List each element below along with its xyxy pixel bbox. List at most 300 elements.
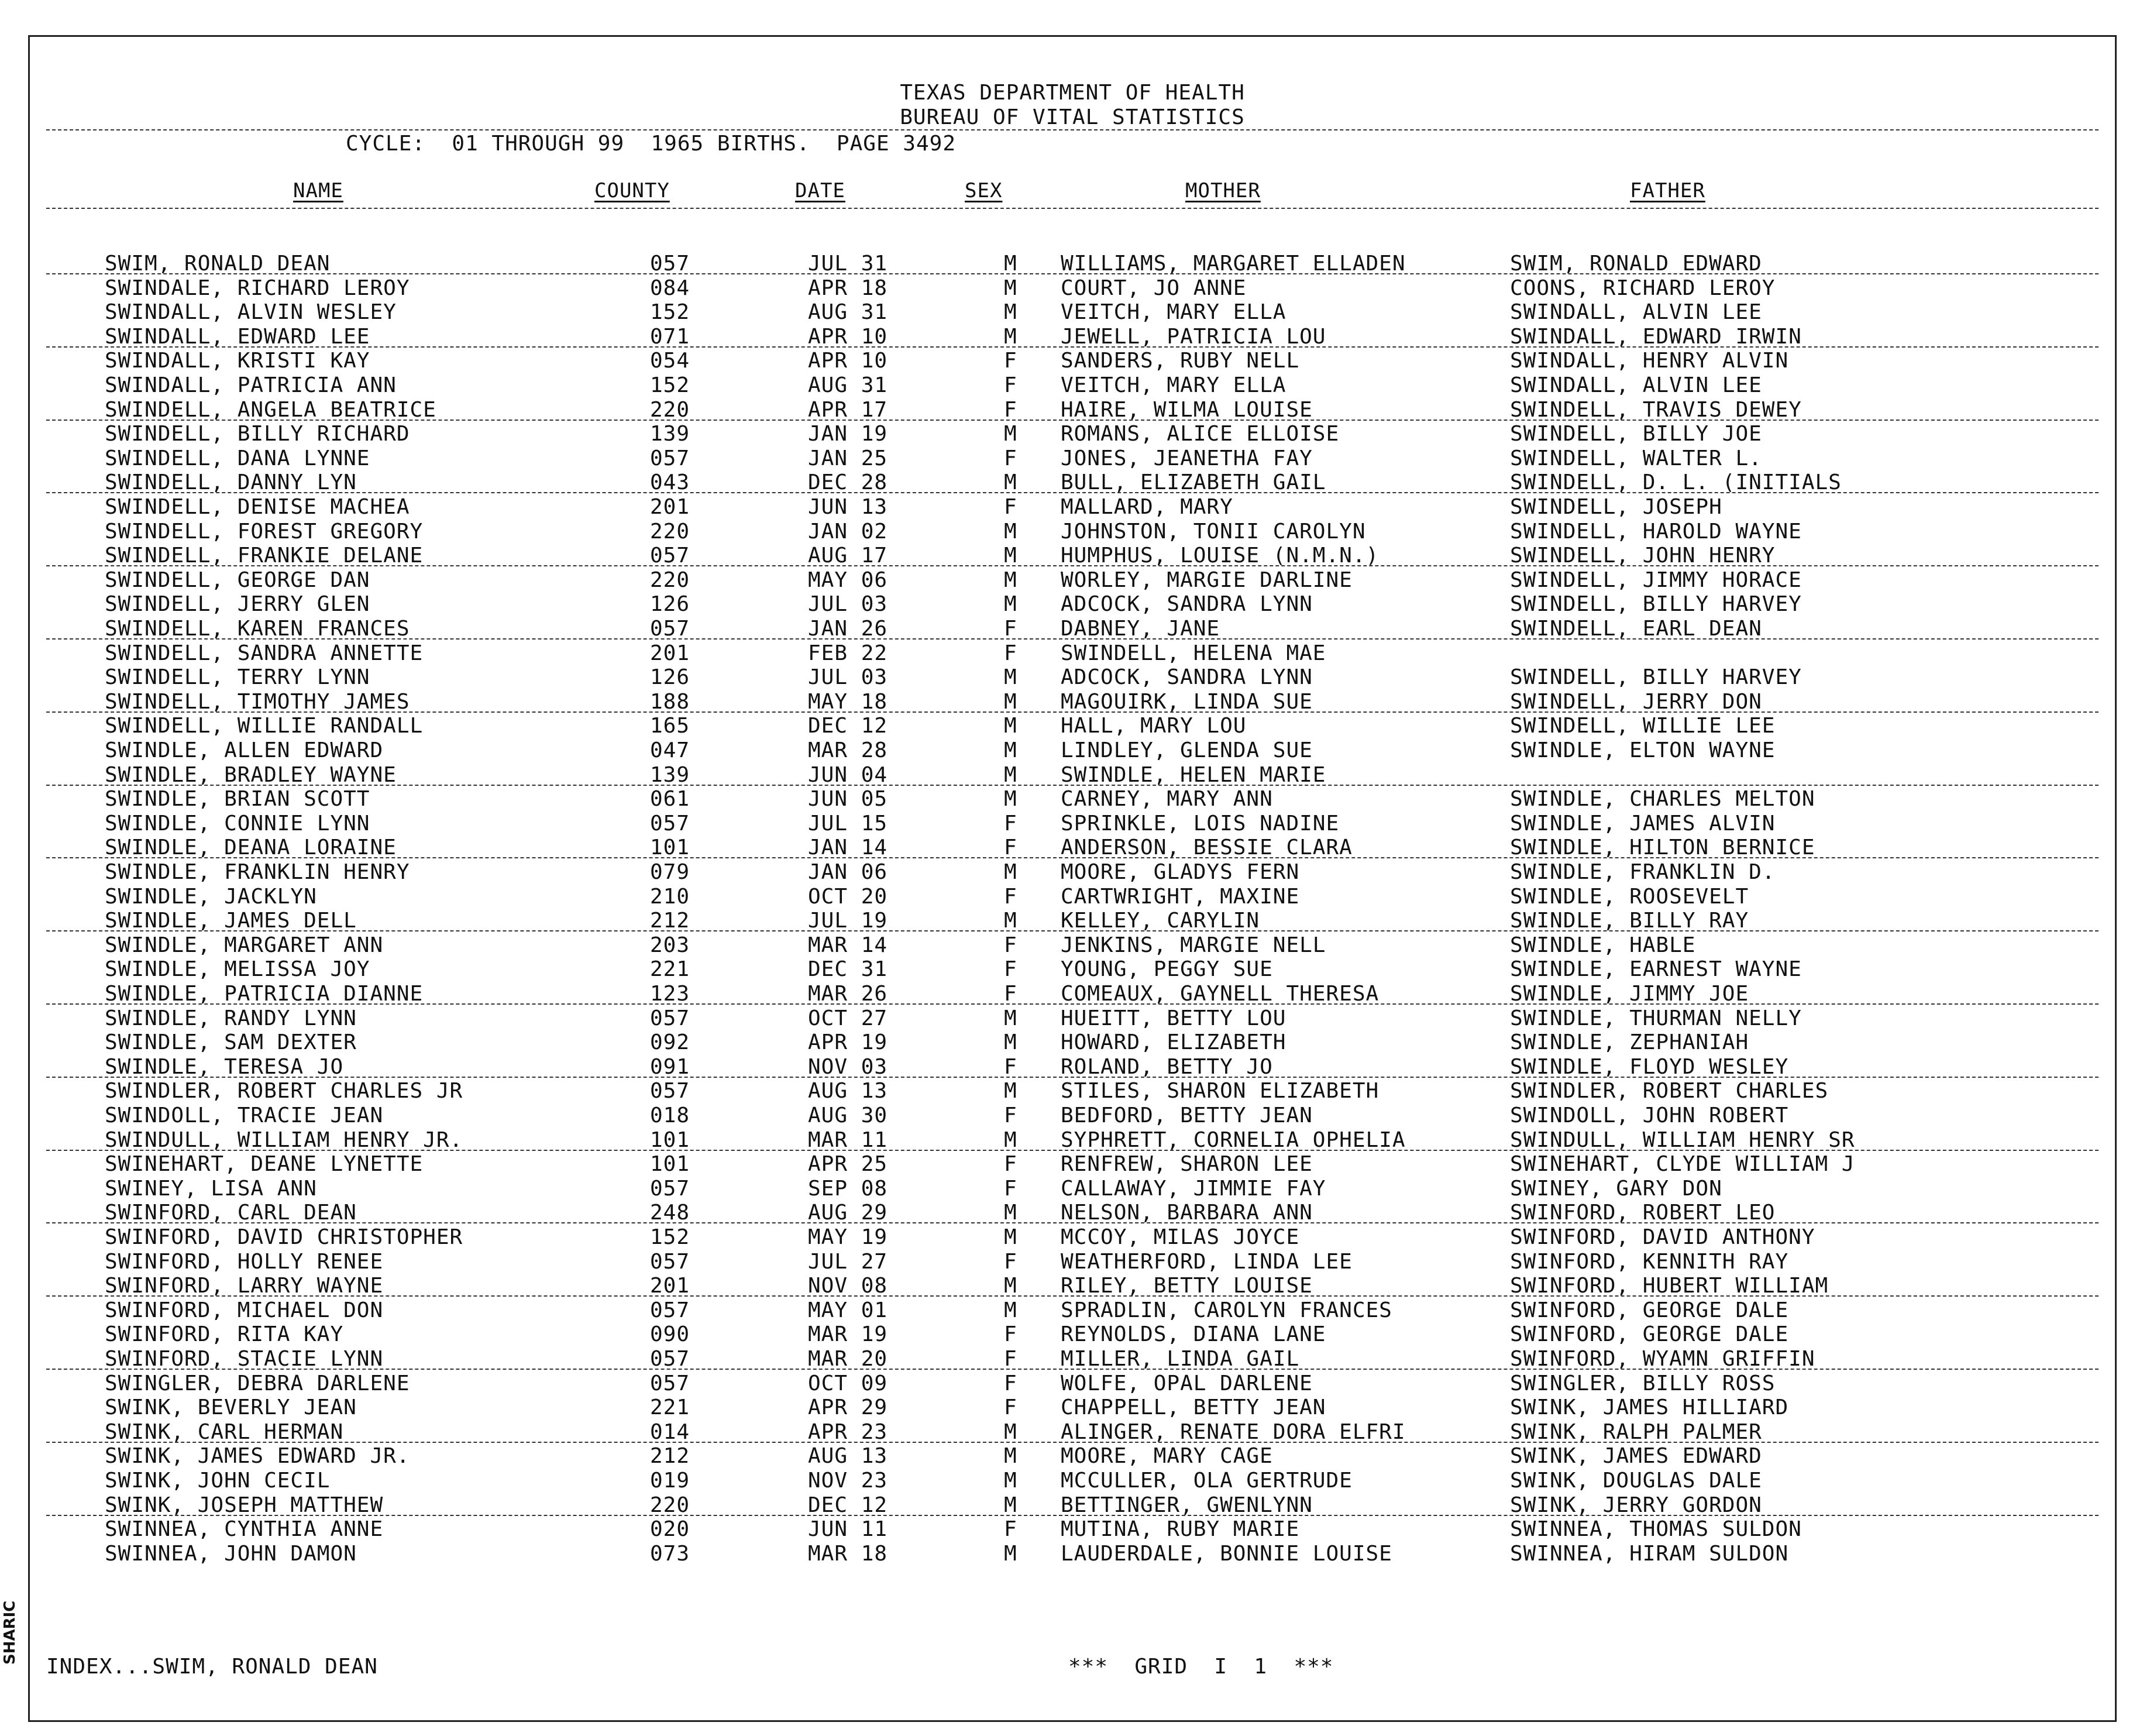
record-father: SWINDLE, FRANKLIN D.: [1510, 860, 1776, 884]
record-name: SWINDELL, TIMOTHY JAMES: [105, 689, 410, 714]
record-sex: F: [1004, 836, 1017, 860]
index-footer: INDEX...SWIM, RONALD DEAN: [46, 1655, 378, 1679]
record-name: SWINK, BEVERLY JEAN: [105, 1395, 357, 1420]
record-name: SWINNEA, JOHN DAMON: [105, 1541, 357, 1566]
table-row: [30, 1395, 2115, 1420]
record-name: SWINDLE, PATRICIA DIANNE: [105, 982, 424, 1006]
record-county: 126: [650, 592, 690, 617]
record-date: AUG 31: [808, 373, 888, 397]
record-sex: F: [1004, 884, 1017, 909]
record-mother: SYPHRETT, CORNELIA OPHELIA: [1061, 1127, 1406, 1152]
record-sex: F: [1004, 495, 1017, 519]
record-name: SWINDLE, JAMES DELL: [105, 909, 357, 933]
record-name: SWINDELL, ANGELA BEATRICE: [105, 397, 436, 422]
table-row: [30, 1055, 2115, 1080]
record-mother: REYNOLDS, DIANA LANE: [1061, 1322, 1326, 1347]
record-sex: M: [1004, 1030, 1017, 1055]
table-row: [30, 1420, 2115, 1445]
record-father: SWINFORD, GEORGE DALE: [1510, 1322, 1789, 1347]
record-date: MAY 19: [808, 1225, 888, 1249]
table-row: [30, 690, 2115, 714]
record-name: SWINDELL, WILLIE RANDALL: [105, 714, 424, 738]
record-father: SWINDELL, EARL DEAN: [1510, 617, 1762, 641]
record-county: 221: [650, 1395, 690, 1420]
record-father: SWINFORD, DAVID ANTHONY: [1510, 1225, 1815, 1249]
record-date: MAR 19: [808, 1322, 888, 1347]
record-sex: M: [1004, 860, 1017, 884]
record-name: SWINDLE, MELISSA JOY: [105, 957, 370, 982]
record-name: SWIM, RONALD DEAN: [105, 252, 331, 276]
record-father: SWINDLER, ROBERT CHARLES: [1510, 1079, 1829, 1104]
record-name: SWINDLE, RANDY LYNN: [105, 1006, 357, 1030]
table-row: [30, 495, 2115, 520]
record-mother: CALLAWAY, JIMMIE FAY: [1061, 1176, 1326, 1201]
record-sex: F: [1004, 1322, 1017, 1347]
record-sex: M: [1004, 1079, 1017, 1104]
table-row: [30, 520, 2115, 544]
record-sex: M: [1004, 519, 1017, 544]
record-mother: ADCOCK, SANDRA LYNN: [1061, 665, 1313, 690]
record-mother: ROMANS, ALICE ELLOISE: [1061, 422, 1340, 446]
record-county: 126: [650, 665, 690, 690]
record-date: JUL 03: [808, 592, 888, 617]
record-date: MAY 06: [808, 568, 888, 592]
record-father: SWINDLE, FLOYD WESLEY: [1510, 1054, 1789, 1079]
record-county: 057: [650, 1176, 690, 1201]
record-mother: JEWELL, PATRICIA LOU: [1061, 324, 1326, 349]
side-margin-label: SHARIC: [1, 1600, 19, 1665]
table-row: [30, 1104, 2115, 1128]
record-mother: MILLER, LINDA GAIL: [1061, 1347, 1300, 1371]
record-father: SWINDULL, WILLIAM HENRY SR: [1510, 1127, 1855, 1152]
record-mother: HUEITT, BETTY LOU: [1061, 1006, 1287, 1030]
record-name: SWINDALL, KRISTI KAY: [105, 349, 370, 373]
record-sex: M: [1004, 1274, 1017, 1298]
record-mother: HALL, MARY LOU: [1061, 714, 1247, 738]
record-date: MAR 18: [808, 1541, 888, 1566]
record-sex: M: [1004, 324, 1017, 349]
agency-title: TEXAS DEPARTMENT OF HEALTH: [900, 81, 1245, 105]
record-name: SWINDLE, BRIAN SCOTT: [105, 787, 370, 812]
table-row: [30, 1030, 2115, 1055]
table-row: [30, 422, 2115, 446]
record-name: SWINDLER, ROBERT CHARLES JR: [105, 1079, 463, 1104]
record-county: 101: [650, 1152, 690, 1177]
table-row: [30, 398, 2115, 422]
record-father: SWINDELL, JIMMY HORACE: [1510, 568, 1802, 592]
record-date: OCT 27: [808, 1006, 888, 1030]
record-father: SWINDELL, JOSEPH: [1510, 495, 1722, 519]
record-county: 220: [650, 568, 690, 592]
table-row: [30, 592, 2115, 617]
record-name: SWINDALE, RICHARD LEROY: [105, 276, 410, 300]
record-date: SEP 08: [808, 1176, 888, 1201]
record-mother: CARTWRIGHT, MAXINE: [1061, 884, 1300, 909]
record-date: JAN 26: [808, 617, 888, 641]
record-county: 220: [650, 519, 690, 544]
record-mother: MALLARD, MARY: [1061, 495, 1233, 519]
table-row: [30, 909, 2115, 933]
record-sex: M: [1004, 1541, 1017, 1566]
record-date: JAN 25: [808, 446, 888, 470]
record-name: SWINDLE, BRADLEY WAYNE: [105, 762, 397, 787]
record-sex: M: [1004, 1469, 1017, 1493]
record-county: 014: [650, 1419, 690, 1444]
record-name: SWINEHART, DEANE LYNETTE: [105, 1152, 424, 1177]
record-county: 165: [650, 714, 690, 738]
record-mother: WILLIAMS, MARGARET ELLADEN: [1061, 252, 1406, 276]
record-county: 203: [650, 933, 690, 957]
record-mother: LAUDERDALE, BONNIE LOUISE: [1061, 1541, 1392, 1566]
record-county: 139: [650, 422, 690, 446]
record-sex: F: [1004, 1371, 1017, 1395]
record-date: APR 23: [808, 1419, 888, 1444]
table-row: [30, 885, 2115, 909]
record-mother: ANDERSON, BESSIE CLARA: [1061, 836, 1353, 860]
table-row: [30, 252, 2115, 276]
record-date: OCT 09: [808, 1371, 888, 1395]
record-county: 152: [650, 300, 690, 325]
record-name: SWINDELL, DANA LYNNE: [105, 446, 370, 470]
record-name: SWINDULL, WILLIAM HENRY JR.: [105, 1127, 463, 1152]
table-row: [30, 1250, 2115, 1274]
record-county: 201: [650, 495, 690, 519]
record-county: 073: [650, 1541, 690, 1566]
record-date: MAR 20: [808, 1347, 888, 1371]
record-father: SWINFORD, WYAMN GRIFFIN: [1510, 1347, 1815, 1371]
record-county: 139: [650, 762, 690, 787]
record-county: 057: [650, 544, 690, 568]
record-father: COONS, RICHARD LEROY: [1510, 276, 1776, 300]
record-mother: RENFREW, SHARON LEE: [1061, 1152, 1313, 1177]
record-county: 057: [650, 1079, 690, 1104]
record-date: MAR 28: [808, 738, 888, 762]
record-mother: CARNEY, MARY ANN: [1061, 787, 1273, 812]
record-name: SWINK, JAMES EDWARD JR.: [105, 1444, 410, 1469]
record-mother: WORLEY, MARGIE DARLINE: [1061, 568, 1353, 592]
record-date: NOV 08: [808, 1274, 888, 1298]
record-date: OCT 20: [808, 884, 888, 909]
record-father: SWINDALL, HENRY ALVIN: [1510, 349, 1789, 373]
record-date: AUG 17: [808, 544, 888, 568]
record-father: SWINDLE, JIMMY JOE: [1510, 982, 1749, 1006]
record-county: 057: [650, 1298, 690, 1322]
record-sex: M: [1004, 1225, 1017, 1249]
record-mother: LINDLEY, GLENDA SUE: [1061, 738, 1313, 762]
record-father: SWINDOLL, JOHN ROBERT: [1510, 1104, 1789, 1127]
record-name: SWINFORD, LARRY WAYNE: [105, 1274, 384, 1298]
record-father: SWINDELL, JERRY DON: [1510, 689, 1762, 714]
record-name: SWINDLE, FRANKLIN HENRY: [105, 860, 410, 884]
record-name: SWINDELL, JERRY GLEN: [105, 592, 370, 617]
record-father: SWIM, RONALD EDWARD: [1510, 252, 1762, 276]
record-father: SWINDLE, THURMAN NELLY: [1510, 1006, 1802, 1030]
record-mother: COMEAUX, GAYNELL THERESA: [1061, 982, 1380, 1006]
record-date: APR 29: [808, 1395, 888, 1420]
table-row: [30, 568, 2115, 593]
record-mother: MOORE, MARY CAGE: [1061, 1444, 1273, 1469]
record-name: SWINNEA, CYNTHIA ANNE: [105, 1517, 384, 1542]
record-sex: F: [1004, 982, 1017, 1006]
record-mother: DABNEY, JANE: [1061, 617, 1220, 641]
record-father: SWINNEA, THOMAS SULDON: [1510, 1517, 1802, 1542]
record-county: 152: [650, 1225, 690, 1249]
record-date: JUN 04: [808, 762, 888, 787]
table-row: [30, 349, 2115, 373]
record-date: AUG 30: [808, 1104, 888, 1127]
record-sex: M: [1004, 714, 1017, 738]
record-name: SWINFORD, RITA KAY: [105, 1322, 344, 1347]
table-row: [30, 446, 2115, 471]
record-county: 220: [650, 1493, 690, 1517]
record-date: MAR 26: [808, 982, 888, 1006]
record-mother: MUTINA, RUBY MARIE: [1061, 1517, 1300, 1542]
record-name: SWINDALL, EDWARD LEE: [105, 324, 370, 349]
record-name: SWINDELL, DENISE MACHEA: [105, 495, 410, 519]
table-row: [30, 544, 2115, 568]
record-father: SWINFORD, KENNITH RAY: [1510, 1249, 1789, 1274]
record-county: 123: [650, 982, 690, 1006]
table-row: [30, 1274, 2115, 1298]
record-father: SWINDLE, ROOSEVELT: [1510, 884, 1749, 909]
record-county: 057: [650, 252, 690, 276]
record-sex: F: [1004, 1347, 1017, 1371]
record-date: MAR 11: [808, 1127, 888, 1152]
record-sex: M: [1004, 252, 1017, 276]
record-date: NOV 03: [808, 1054, 888, 1079]
record-name: SWINDELL, SANDRA ANNETTE: [105, 641, 424, 665]
record-mother: COURT, JO ANNE: [1061, 276, 1247, 300]
record-mother: JONES, JEANETHA FAY: [1061, 446, 1313, 470]
record-sex: F: [1004, 811, 1017, 836]
record-sex: M: [1004, 665, 1017, 690]
record-name: SWINDALL, ALVIN WESLEY: [105, 300, 397, 325]
record-name: SWINDELL, FRANKIE DELANE: [105, 544, 424, 568]
record-mother: WEATHERFORD, LINDA LEE: [1061, 1249, 1353, 1274]
table-row: [30, 1444, 2115, 1469]
record-name: SWINDELL, DANNY LYN: [105, 470, 357, 495]
record-mother: NELSON, BARBARA ANN: [1061, 1201, 1313, 1225]
record-mother: ROLAND, BETTY JO: [1061, 1054, 1273, 1079]
cycle-line: CYCLE: 01 THROUGH 99 1965 BIRTHS. PAGE 3492: [346, 132, 956, 156]
record-father: SWINDLE, CHARLES MELTON: [1510, 787, 1815, 812]
header-rule: [46, 129, 2099, 130]
table-row: [30, 763, 2115, 788]
table-row: [30, 1517, 2115, 1542]
record-sex: F: [1004, 957, 1017, 982]
record-sex: M: [1004, 787, 1017, 812]
record-mother: SPRADLIN, CAROLYN FRANCES: [1061, 1298, 1392, 1322]
table-row: [30, 1469, 2115, 1493]
record-date: APR 18: [808, 276, 888, 300]
record-name: SWINDELL, KAREN FRANCES: [105, 617, 410, 641]
record-father: SWINDELL, D. L. (INITIALS: [1510, 470, 1842, 495]
record-name: SWINGLER, DEBRA DARLENE: [105, 1371, 410, 1395]
table-row: [30, 1493, 2115, 1518]
table-row: [30, 1347, 2115, 1371]
record-name: SWINK, JOSEPH MATTHEW: [105, 1493, 384, 1517]
record-mother: HUMPHUS, LOUISE (N.M.N.): [1061, 544, 1380, 568]
record-date: MAY 01: [808, 1298, 888, 1322]
record-sex: F: [1004, 641, 1017, 665]
record-mother: YOUNG, PEGGY SUE: [1061, 957, 1273, 982]
record-sex: M: [1004, 470, 1017, 495]
record-father: SWINDELL, JOHN HENRY: [1510, 544, 1776, 568]
record-father: SWINDELL, BILLY JOE: [1510, 422, 1762, 446]
record-county: 248: [650, 1201, 690, 1225]
record-mother: ALINGER, RENATE DORA ELFRI: [1061, 1419, 1406, 1444]
table-row: [30, 787, 2115, 812]
record-county: 061: [650, 787, 690, 812]
table-row: [30, 300, 2115, 325]
table-row: [30, 470, 2115, 495]
record-date: JUN 11: [808, 1517, 888, 1542]
table-row: [30, 982, 2115, 1006]
record-mother: MCCULLER, OLA GERTRUDE: [1061, 1469, 1353, 1493]
record-county: 057: [650, 1347, 690, 1371]
record-father: SWINGLER, BILLY ROSS: [1510, 1371, 1776, 1395]
record-mother: SWINDLE, HELEN MARIE: [1061, 762, 1326, 787]
record-county: 019: [650, 1469, 690, 1493]
record-date: APR 10: [808, 349, 888, 373]
record-county: 020: [650, 1517, 690, 1542]
record-county: 084: [650, 276, 690, 300]
record-county: 057: [650, 811, 690, 836]
record-mother: MCCOY, MILAS JOYCE: [1061, 1225, 1300, 1249]
record-father: SWINK, JAMES EDWARD: [1510, 1444, 1762, 1469]
record-county: 201: [650, 641, 690, 665]
record-name: SWINDLE, JACKLYN: [105, 884, 317, 909]
record-county: 090: [650, 1322, 690, 1347]
record-father: SWINK, JAMES HILLIARD: [1510, 1395, 1789, 1420]
record-father: SWINDALL, ALVIN LEE: [1510, 373, 1762, 397]
column-header-rule: [46, 208, 2099, 209]
record-name: SWINDELL, FOREST GREGORY: [105, 519, 424, 544]
table-row: [30, 812, 2115, 836]
record-sex: M: [1004, 1298, 1017, 1322]
record-mother: BETTINGER, GWENLYNN: [1061, 1493, 1313, 1517]
record-sex: M: [1004, 544, 1017, 568]
record-county: 079: [650, 860, 690, 884]
record-father: SWINDELL, HAROLD WAYNE: [1510, 519, 1802, 544]
record-mother: SPRINKLE, LOIS NADINE: [1061, 811, 1340, 836]
record-mother: VEITCH, MARY ELLA: [1061, 300, 1287, 325]
record-date: JAN 06: [808, 860, 888, 884]
record-sex: M: [1004, 1201, 1017, 1225]
table-row: [30, 276, 2115, 301]
record-mother: STILES, SHARON ELIZABETH: [1061, 1079, 1380, 1104]
record-name: SWINDALL, PATRICIA ANN: [105, 373, 397, 397]
column-header-name: NAME: [293, 179, 343, 202]
record-county: 091: [650, 1054, 690, 1079]
record-name: SWINDLE, ALLEN EDWARD: [105, 738, 384, 762]
record-county: 101: [650, 1127, 690, 1152]
table-row: [30, 1225, 2115, 1250]
record-sex: M: [1004, 1419, 1017, 1444]
record-father: SWINEY, GARY DON: [1510, 1176, 1722, 1201]
table-row: [30, 1177, 2115, 1201]
record-mother: CHAPPELL, BETTY JEAN: [1061, 1395, 1326, 1420]
record-date: APR 17: [808, 397, 888, 422]
table-row: [30, 373, 2115, 398]
record-sex: F: [1004, 1517, 1017, 1542]
record-father: SWINDELL, WALTER L.: [1510, 446, 1762, 470]
record-father: SWINNEA, HIRAM SULDON: [1510, 1541, 1789, 1566]
record-date: DEC 12: [808, 1493, 888, 1517]
record-sex: F: [1004, 373, 1017, 397]
record-date: JUL 03: [808, 665, 888, 690]
record-county: 210: [650, 884, 690, 909]
table-row: [30, 836, 2115, 860]
record-county: 212: [650, 909, 690, 933]
record-county: 201: [650, 1274, 690, 1298]
record-father: SWINDLE, EARNEST WAYNE: [1510, 957, 1802, 982]
record-father: SWINDELL, BILLY HARVEY: [1510, 592, 1802, 617]
record-mother: WOLFE, OPAL DARLENE: [1061, 1371, 1313, 1395]
index-sheet: [28, 35, 2117, 1722]
table-row: [30, 325, 2115, 349]
record-name: SWINFORD, STACIE LYNN: [105, 1347, 384, 1371]
table-row: [30, 1371, 2115, 1396]
record-name: SWINDELL, GEORGE DAN: [105, 568, 370, 592]
record-father: SWINFORD, GEORGE DALE: [1510, 1298, 1789, 1322]
record-name: SWINFORD, DAVID CHRISTOPHER: [105, 1225, 463, 1249]
record-county: 057: [650, 1006, 690, 1030]
record-sex: F: [1004, 1176, 1017, 1201]
record-mother: SANDERS, RUBY NELL: [1061, 349, 1300, 373]
record-date: JUL 31: [808, 252, 888, 276]
record-sex: F: [1004, 1249, 1017, 1274]
record-date: APR 25: [808, 1152, 888, 1177]
record-father: SWINDALL, ALVIN LEE: [1510, 300, 1762, 325]
bureau-title: BUREAU OF VITAL STATISTICS: [900, 105, 1245, 129]
record-father: SWINDELL, WILLIE LEE: [1510, 714, 1776, 738]
record-sex: M: [1004, 1493, 1017, 1517]
record-father: SWINDELL, BILLY HARVEY: [1510, 665, 1802, 690]
record-name: SWINK, CARL HERMAN: [105, 1419, 344, 1444]
record-date: MAY 18: [808, 689, 888, 714]
record-sex: F: [1004, 446, 1017, 470]
record-county: 043: [650, 470, 690, 495]
record-mother: KELLEY, CARYLIN: [1061, 909, 1260, 933]
table-row: [30, 1322, 2115, 1347]
record-sex: F: [1004, 1152, 1017, 1177]
record-county: 101: [650, 836, 690, 860]
record-date: DEC 12: [808, 714, 888, 738]
column-header-sex: SEX: [965, 179, 1003, 202]
record-sex: M: [1004, 738, 1017, 762]
record-date: AUG 13: [808, 1079, 888, 1104]
record-sex: M: [1004, 1444, 1017, 1469]
record-sex: M: [1004, 568, 1017, 592]
record-name: SWINEY, LISA ANN: [105, 1176, 317, 1201]
record-sex: F: [1004, 1104, 1017, 1127]
table-row: [30, 641, 2115, 666]
record-sex: F: [1004, 617, 1017, 641]
record-date: AUG 31: [808, 300, 888, 325]
record-date: JAN 14: [808, 836, 888, 860]
table-row: [30, 738, 2115, 763]
table-row: [30, 1128, 2115, 1153]
record-sex: F: [1004, 397, 1017, 422]
record-mother: JOHNSTON, TONII CAROLYN: [1061, 519, 1366, 544]
record-date: JUL 27: [808, 1249, 888, 1274]
record-date: JAN 19: [808, 422, 888, 446]
record-county: 212: [650, 1444, 690, 1469]
table-row: [30, 1201, 2115, 1225]
record-name: SWINDLE, TERESA JO: [105, 1054, 344, 1079]
record-father: SWINDLE, BILLY RAY: [1510, 909, 1749, 933]
